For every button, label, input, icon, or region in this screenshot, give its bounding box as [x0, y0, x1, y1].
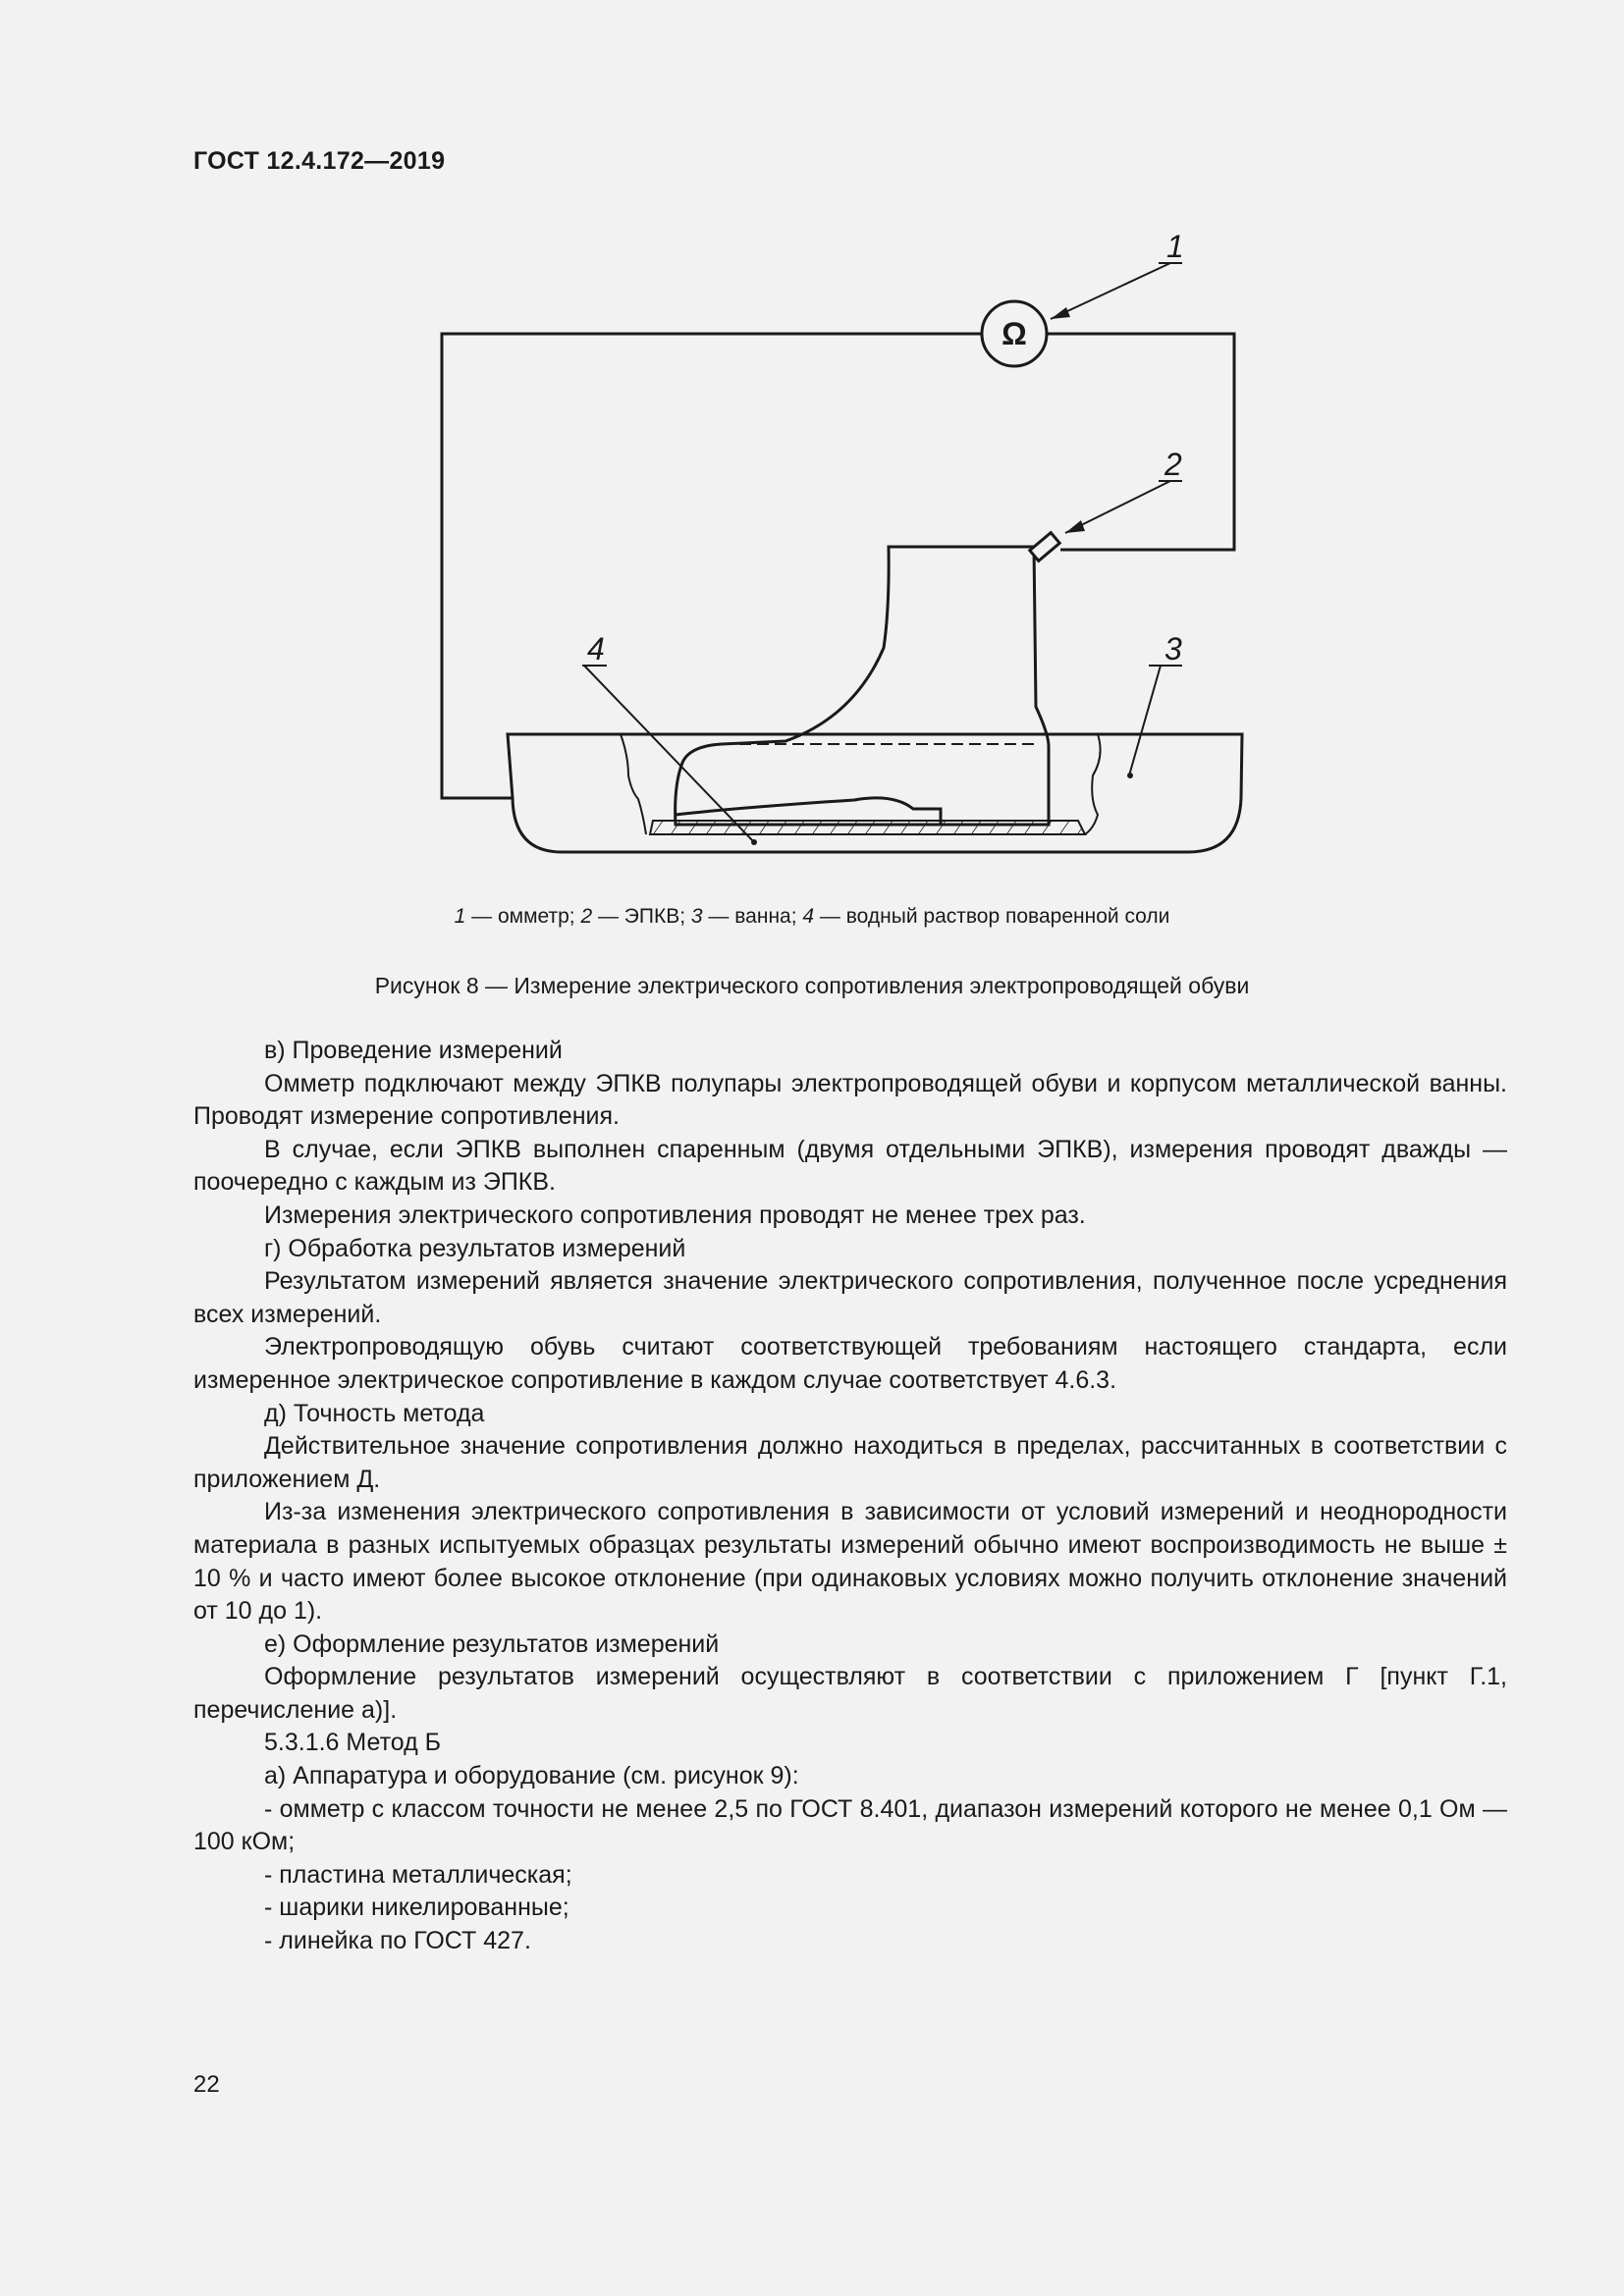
callout-2 [1065, 447, 1182, 533]
page-number: 22 [193, 2071, 220, 2098]
subheading-accuracy: д) Точность метода [264, 1399, 485, 1427]
paragraph: Измерения электрического сопротивления проводят не менее трех раз. [264, 1201, 1086, 1229]
section-heading-method-b: 5.3.1.6 Метод Б [264, 1729, 442, 1757]
epkv-electrode [1030, 533, 1059, 561]
legend-text-1: — омметр; [465, 905, 581, 928]
legend-num-3: 3 [690, 905, 703, 928]
callout-3-label: 3 [1164, 631, 1182, 667]
figure-8-diagram [0, 0, 1624, 883]
callout-2-label: 2 [1164, 447, 1182, 482]
paragraph: Оформление результатов измерений осуществляют в соответствии с приложением Г [пункт Г.1, перечисление а)]. [193, 1663, 1507, 1724]
paragraph: Действительное значение сопротивления должно находиться в пределах, рассчитанных в соответствии с приложением Д. [193, 1432, 1507, 1493]
circuit-wires [442, 334, 1234, 798]
figure-legend [0, 905, 1624, 929]
ohmmeter [982, 301, 1047, 366]
legend-num-1: 1 [454, 905, 466, 928]
figure-caption: Рисунок 8 — Измерение электрического сопротивления электропроводящей обуви [374, 973, 1250, 998]
subheading-processing: г) Обработка результатов измерений [264, 1234, 686, 1262]
legend-num-2: 2 [580, 905, 593, 928]
legend-text-3: — ванна; [702, 905, 803, 928]
document-header: ГОСТ 12.4.172—2019 [193, 147, 446, 175]
legend-text-2: — ЭПКВ; [592, 905, 691, 928]
paragraph: В случае, если ЭПКВ выполнен спаренным (двумя отдельными ЭПКВ), измерения проводят дважды — поочередно с каждым из ЭПКВ. [193, 1135, 1507, 1197]
conductive-boot [676, 547, 1049, 825]
paragraph: Омметр подключают между ЭПКВ полупары электропроводящей обуви и корпусом металлической ванны. Проводят измерение сопротивления. [193, 1069, 1507, 1131]
callout-4-label: 4 [587, 631, 605, 667]
subheading-results: е) Оформление результатов измерений [264, 1629, 720, 1658]
list-item: - шарики никелированные; [264, 1894, 569, 1922]
callout-3 [1127, 631, 1182, 778]
subheading-equipment: а) Аппаратура и оборудование (см. рисунок 9): [264, 1762, 799, 1790]
legend-num-4: 4 [802, 905, 815, 928]
callout-1 [1051, 229, 1184, 319]
body-text [193, 1035, 1507, 1958]
ohm-symbol: Ω [1001, 316, 1027, 351]
list-item: - пластина металлическая; [264, 1860, 572, 1889]
paragraph: Из-за изменения электрического сопротивления в зависимости от условий измерений и неоднородности материала в разных испытуемых образцах результаты измерений обычно имеют воспроизводимость не выше ± 10 % и часто имеют более высокое отклонение (при одинаковых условиях можно получить отклонение значений от 10 до 1). [193, 1498, 1507, 1626]
callout-4 [582, 631, 757, 845]
list-item: - линейка по ГОСТ 427. [264, 1927, 531, 1955]
legend-text-4: — водный раствор поваренной соли [814, 905, 1170, 928]
list-item: - омметр с классом точности не менее 2,5 по ГОСТ 8.401, диапазон измерений которого не менее 0,1 Ом — 100 кОм; [193, 1794, 1507, 1856]
paragraph: Результатом измерений является значение электрического сопротивления, полученное после усреднения всех измерений. [193, 1267, 1507, 1328]
callout-1-label: 1 [1166, 229, 1184, 264]
salt-solution-layer [621, 734, 1101, 834]
paragraph: Электропроводящую обувь считают соответствующей требованиям настоящего стандарта, если измеренное электрическое сопротивление в каждом случае соответствует 4.6.3. [193, 1333, 1507, 1394]
subheading-measurement: в) Проведение измерений [264, 1037, 563, 1064]
